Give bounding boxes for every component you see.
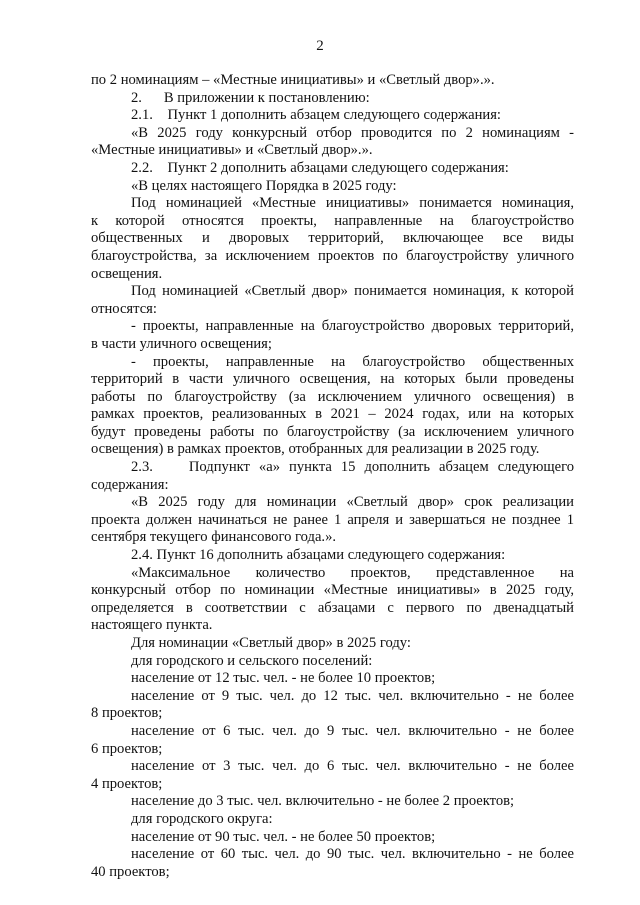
text-line: относятся: bbox=[91, 300, 157, 317]
paragraph-line bbox=[91, 336, 574, 354]
text-line: настоящего пункта. bbox=[91, 617, 213, 634]
text-line: 4 проектов; bbox=[91, 775, 163, 792]
paragraph-line bbox=[91, 600, 574, 618]
paragraph-line bbox=[91, 512, 574, 530]
text-line: для городского и сельского поселений: bbox=[131, 652, 373, 669]
text-line: работы по благоустройству (за исключением уличного освещения) в bbox=[91, 388, 574, 405]
paragraph bbox=[91, 793, 574, 811]
text-line: будут проведены работы по благоустройству (за исключением уличного bbox=[91, 423, 574, 440]
text-line: - проекты, направленные на благоустройство дворовых территорий, bbox=[131, 318, 574, 335]
paragraph bbox=[91, 283, 574, 301]
paragraph bbox=[91, 565, 574, 583]
paragraph bbox=[91, 811, 574, 829]
paragraph-line bbox=[91, 864, 574, 882]
paragraph-line bbox=[91, 617, 574, 635]
paragraph bbox=[91, 72, 574, 90]
document-body bbox=[91, 72, 574, 881]
paragraph bbox=[91, 723, 574, 741]
paragraph-line bbox=[91, 582, 574, 600]
text-line: конкурсный отбор по номинации «Местные инициативы» в 2025 году, bbox=[91, 582, 574, 599]
paragraph-line bbox=[91, 424, 574, 442]
paragraph bbox=[91, 494, 574, 512]
paragraph-line bbox=[91, 230, 574, 248]
text-line: «Местные инициативы» и «Светлый двор».». bbox=[91, 142, 373, 159]
text-line: 2.4. Пункт 16 дополнить абзацами следующего содержания: bbox=[131, 547, 506, 564]
text-line: сентября текущего финансового года.». bbox=[91, 529, 337, 546]
page-number: 2 bbox=[316, 38, 324, 54]
paragraph bbox=[91, 635, 574, 653]
text-line: освещения. bbox=[91, 265, 163, 282]
paragraph bbox=[91, 178, 574, 196]
paragraph bbox=[91, 688, 574, 706]
text-line: определяется в соответствии с абзацами с первого по двенадцатый bbox=[91, 599, 574, 616]
text-line: 2.2. Пункт 2 дополнить абзацами следующего содержания: bbox=[131, 159, 509, 176]
text-line: 2. В приложении к постановлению: bbox=[131, 89, 370, 106]
text-line: население от 3 тыс. чел. до 6 тыс. чел. включительно - не более bbox=[131, 758, 574, 775]
text-line: население от 90 тыс. чел. - не более 50 проектов; bbox=[131, 828, 436, 845]
paragraph bbox=[91, 160, 574, 178]
text-line: 6 проектов; bbox=[91, 740, 163, 757]
paragraph-line bbox=[91, 266, 574, 284]
text-line: население от 9 тыс. чел. до 12 тыс. чел. включительно - не более bbox=[131, 687, 574, 704]
paragraph-line bbox=[91, 776, 574, 794]
paragraph-line bbox=[91, 301, 574, 319]
paragraph-line bbox=[91, 371, 574, 389]
text-line: территорий в части уличного освещения, на которых были проведены bbox=[91, 371, 574, 388]
paragraph-line bbox=[91, 529, 574, 547]
paragraph-line bbox=[91, 248, 574, 266]
text-line: население от 6 тыс. чел. до 9 тыс. чел. включительно - не более bbox=[131, 722, 574, 739]
text-line: в части уличного освещения; bbox=[91, 335, 272, 352]
text-line: проекта должен начинаться не ранее 1 апреля и завершаться не позднее 1 bbox=[91, 511, 574, 528]
text-line: благоустройства, за исключением проектов по благоустройству уличного bbox=[91, 247, 574, 264]
text-line: общественных и дворовых территорий, включающее все виды bbox=[91, 230, 574, 247]
paragraph-line bbox=[91, 705, 574, 723]
text-line: содержания: bbox=[91, 476, 169, 493]
text-line: освещения) в рамках проектов, отобранных для реализации в 2025 году. bbox=[91, 441, 540, 458]
text-line: «В целях настоящего Порядка в 2025 году: bbox=[131, 177, 397, 194]
paragraph bbox=[91, 846, 574, 864]
paragraph bbox=[91, 195, 574, 213]
paragraph bbox=[91, 547, 574, 565]
paragraph-line bbox=[91, 441, 574, 459]
paragraph bbox=[91, 670, 574, 688]
paragraph-line bbox=[91, 389, 574, 407]
text-line: рамках проектов, реализованных в 2021 – 2024 годах, или на которых bbox=[91, 406, 574, 423]
paragraph-line bbox=[91, 142, 574, 160]
paragraph bbox=[91, 354, 574, 372]
paragraph bbox=[91, 653, 574, 671]
text-line: Для номинации «Светлый двор» в 2025 году: bbox=[131, 635, 411, 651]
paragraph bbox=[91, 107, 574, 125]
text-line: - проекты, направленные на благоустройство общественных bbox=[131, 353, 574, 370]
paragraph-line bbox=[91, 406, 574, 424]
text-line: Под номинацией «Светлый двор» понимается номинация, к которой bbox=[131, 283, 574, 300]
text-line: 2.3. Подпункт «а» пункта 15 дополнить абзацем следующего bbox=[131, 459, 574, 476]
paragraph bbox=[91, 125, 574, 143]
text-line: для городского округа: bbox=[131, 810, 273, 827]
paragraph bbox=[91, 318, 574, 336]
paragraph-line bbox=[91, 213, 574, 231]
text-line: «В 2025 году для номинации «Светлый двор» срок реализации bbox=[131, 494, 574, 511]
paragraph-line bbox=[91, 741, 574, 759]
text-line: население до 3 тыс. чел. включительно - не более 2 проектов; bbox=[131, 793, 515, 810]
text-line: «Максимальное количество проектов, представленное на bbox=[131, 564, 574, 581]
paragraph bbox=[91, 459, 574, 477]
text-line: население от 60 тыс. чел. до 90 тыс. чел. включительно - не более bbox=[131, 846, 574, 863]
text-line: «В 2025 году конкурсный отбор проводится по 2 номинациям - bbox=[131, 124, 574, 141]
text-line: 8 проектов; bbox=[91, 705, 163, 722]
text-line: население от 12 тыс. чел. - не более 10 проектов; bbox=[131, 670, 436, 687]
paragraph-line bbox=[91, 477, 574, 495]
paragraph bbox=[91, 758, 574, 776]
text-line: Под номинацией «Местные инициативы» понимается номинация, bbox=[131, 195, 574, 212]
text-line: 2.1. Пункт 1 дополнить абзацем следующего содержания: bbox=[131, 107, 501, 124]
paragraph bbox=[91, 829, 574, 847]
text-line: 40 проектов; bbox=[91, 863, 170, 880]
text-line: к которой относятся проекты, направленные на благоустройство bbox=[91, 212, 574, 229]
paragraph bbox=[91, 90, 574, 108]
text-line: по 2 номинациям – «Местные инициативы» и «Светлый двор».». bbox=[91, 72, 495, 88]
